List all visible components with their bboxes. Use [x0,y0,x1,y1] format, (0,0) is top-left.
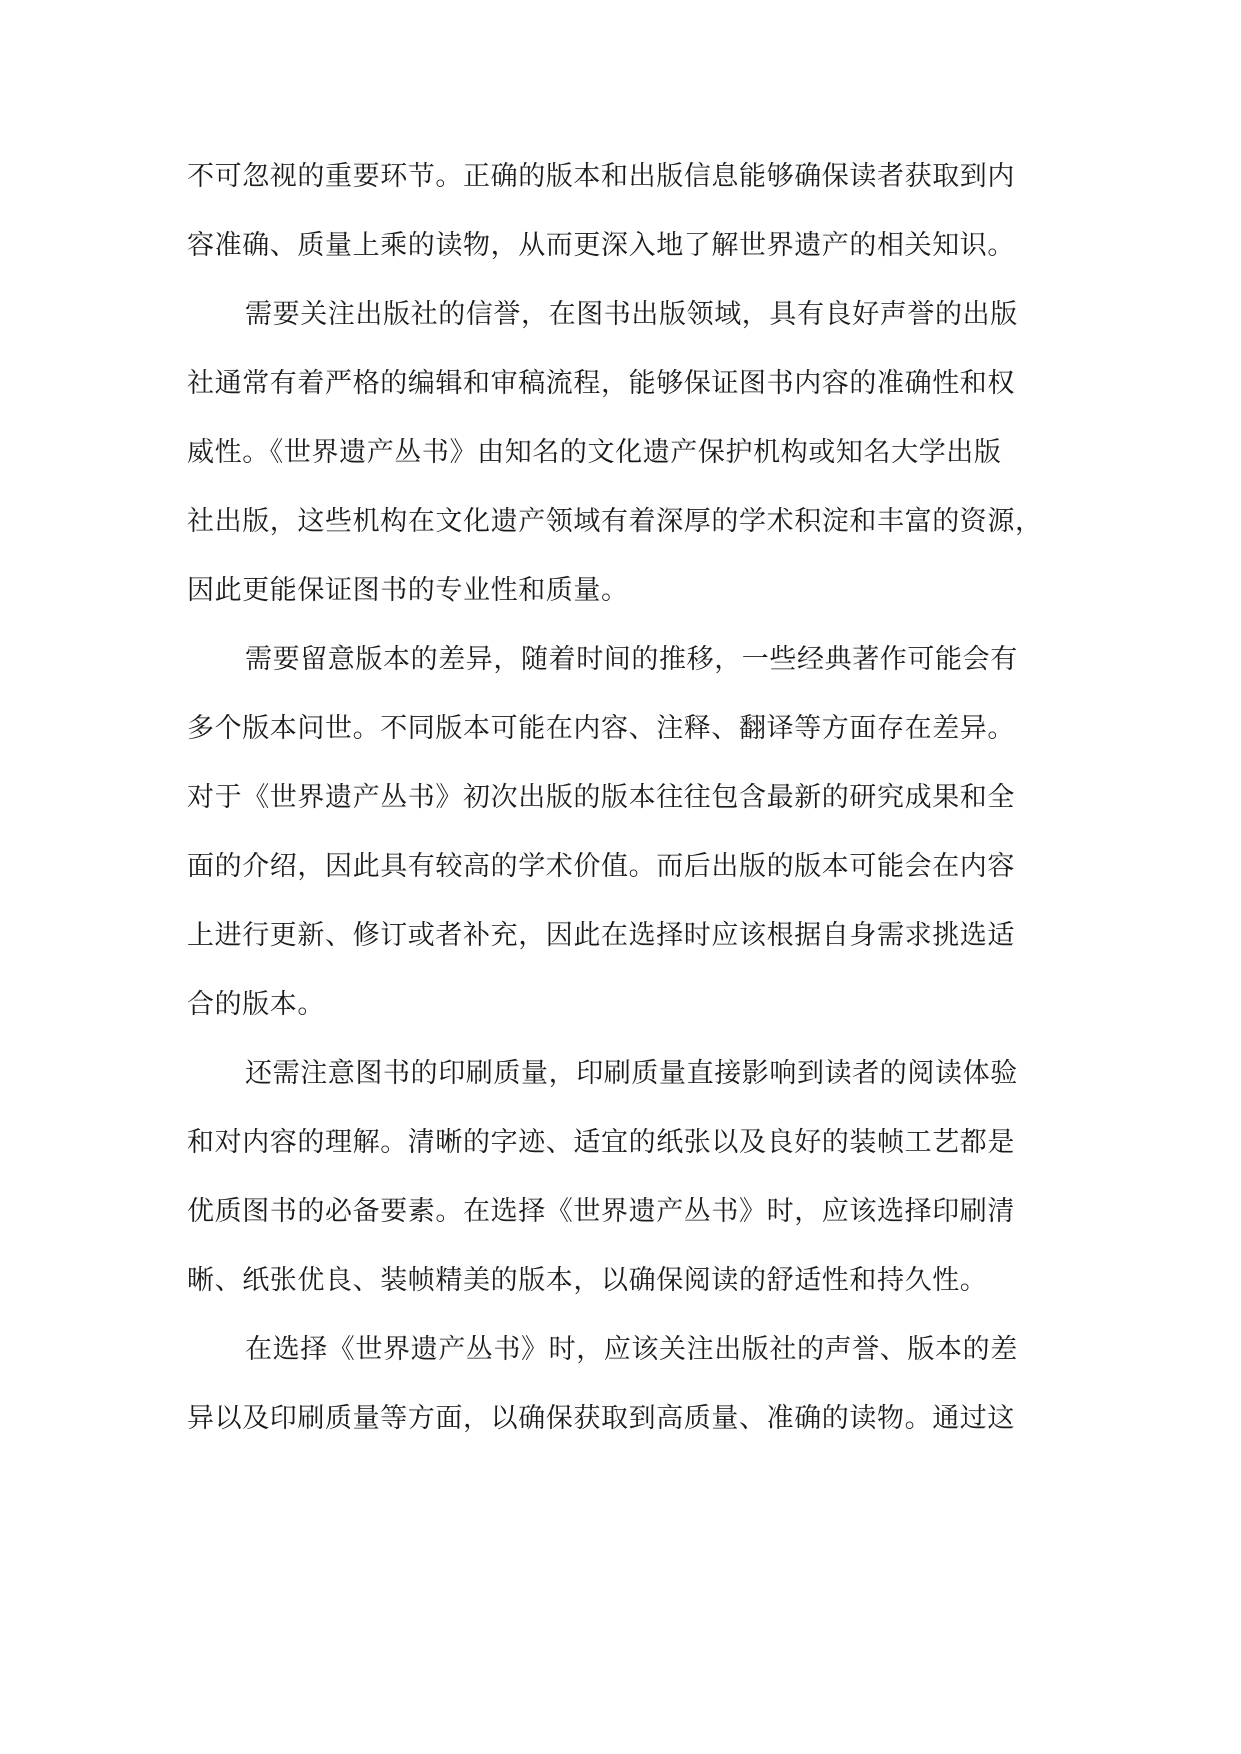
text-line: 合的版本。 [187,989,325,1020]
text-line: 优质图书的必备要素。在选择《世界遗产丛书》时，应该选择印刷清 [187,1196,1015,1227]
paragraph-first-line: 需要关注出版社的信誉，在图书出版领域，具有良好声誉的出版 [245,299,1018,330]
text-line: 威性。《世界遗产丛书》由知名的文化遗产保护机构或知名大学出版 [187,437,1002,468]
text-line: 因此更能保证图书的专业性和质量。 [187,575,629,606]
text-line: 容准确、质量上乘的读物，从而更深入地了解世界遗产的相关知识。 [187,230,1015,261]
text-line: 社出版，这些机构在文化遗产领域有着深厚的学术积淀和丰富的资源， [187,506,1043,537]
body-text [187,142,1067,1453]
text-line: 多个版本问世。不同版本可能在内容、注释、翻译等方面存在差异。 [187,713,1015,744]
text-line: 上进行更新、修订或者补充，因此在选择时应该根据自身需求挑选适 [187,920,1015,951]
text-line: 社通常有着严格的编辑和审稿流程，能够保证图书内容的准确性和权 [187,368,1015,399]
paragraph-first-line: 需要留意版本的差异，随着时间的推移，一些经典著作可能会有 [245,644,1018,675]
text-line: 不可忽视的重要环节。正确的版本和出版信息能够确保读者获取到内 [187,161,1015,192]
text-line: 和对内容的理解。清晰的字迹、适宜的纸张以及良好的装帧工艺都是 [187,1127,1015,1158]
text-line: 异以及印刷质量等方面，以确保获取到高质量、准确的读物。通过这 [187,1403,1015,1434]
text-line: 面的介绍，因此具有较高的学术价值。而后出版的版本可能会在内容 [187,851,1015,882]
text-line: 对于《世界遗产丛书》初次出版的版本往往包含最新的研究成果和全 [187,782,1015,813]
text-line: 晰、纸张优良、装帧精美的版本，以确保阅读的舒适性和持久性。 [187,1265,988,1296]
paragraph-first-line: 在选择《世界遗产丛书》时，应该关注出版社的声誉、版本的差 [245,1334,1018,1365]
paragraph-first-line: 还需注意图书的印刷质量，印刷质量直接影响到读者的阅读体验 [245,1058,1018,1089]
